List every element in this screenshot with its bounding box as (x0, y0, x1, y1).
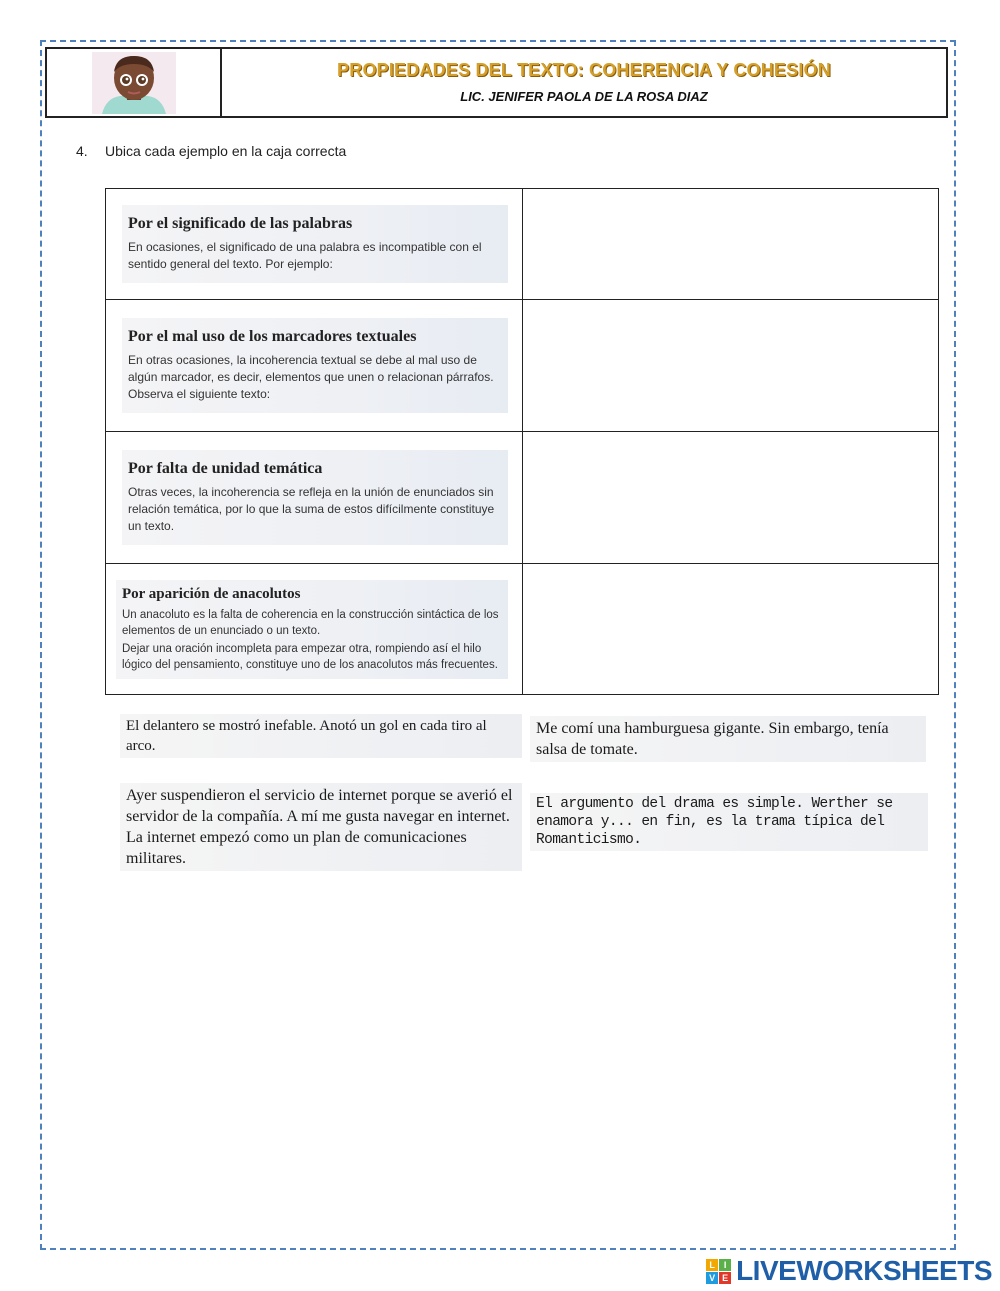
drop-box-1[interactable] (522, 189, 938, 300)
draggable-example-1[interactable] (120, 714, 522, 758)
concept-cell (106, 300, 523, 432)
concept-cell (106, 564, 523, 695)
worksheet-header (45, 47, 948, 118)
page-title: PROPIEDADES DEL TEXTO: COHERENCIA Y COHESIÓN (337, 60, 831, 80)
logo-letter: V (706, 1272, 718, 1284)
concept-text: En otras ocasiones, la incoherencia textual se debe al mal uso de algún marcador, es decir, elementos que unen o relacionan párrafos. Observa el siguiente texto: (128, 353, 494, 401)
logo-letter: E (719, 1272, 731, 1284)
concept-text: Otras veces, la incoherencia se refleja en la unión de enunciados sin relación temática, por lo que la suma de estos difícilmente constituye un texto. (128, 485, 495, 533)
draggable-example-2[interactable] (530, 716, 926, 762)
draggable-example-3[interactable] (120, 783, 522, 871)
concept-text: En ocasiones, el significado de una palabra es incompatible con el sentido general del texto. Por ejemplo: (128, 240, 482, 271)
concept-title: Por falta de unidad temática (128, 460, 323, 477)
concept-card (122, 318, 508, 413)
drop-box-2[interactable] (522, 300, 938, 432)
avatar (47, 49, 222, 116)
concept-card (116, 580, 508, 679)
example-text: El argumento del drama es simple. Werther se enamora y... en fin, es la trama típica del Romanticismo. (536, 796, 893, 848)
drop-box-3[interactable] (522, 432, 938, 564)
matching-table (105, 188, 939, 695)
avatar-icon (92, 52, 176, 114)
concept-cell (106, 432, 523, 564)
table-row (106, 564, 939, 695)
concept-title: Por el significado de las palabras (128, 215, 353, 232)
instruction (76, 143, 346, 159)
concept-text: Un anacoluto es la falta de coherencia en la construcción sintáctica de los elementos de un enunciado o un texto. (122, 608, 499, 637)
author-name: LIC. JENIFER PAOLA DE LA ROSA DIAZ (460, 89, 708, 104)
example-text: El delantero se mostró inefable. Anotó un gol en cada tiro al arco. (126, 718, 487, 754)
concept-card (122, 450, 508, 545)
example-text: Ayer suspendieron el servicio de internet porque se averió el servidor de la compañía. A mí me gusta navegar en internet. La internet empezó como un plan de comunicaciones militares. (126, 787, 513, 867)
concept-title: Por aparición de anacolutos (122, 585, 301, 602)
concept-card (122, 205, 508, 283)
concept-cell (106, 189, 523, 300)
footer-brand (706, 1256, 992, 1286)
draggable-example-4[interactable] (530, 793, 928, 851)
concept-text: Dejar una oración incompleta para empezar otra, rompiendo así el hilo lógico del pensamiento, constituye uno de los anacolutos más frecuentes. (122, 642, 498, 671)
header-title-cell (222, 49, 946, 116)
brand-name: LIVEWORKSHEETS (736, 1255, 992, 1286)
concept-title: Por el mal uso de los marcadores textuales (128, 328, 417, 345)
table-row (106, 189, 939, 300)
table-row (106, 432, 939, 564)
drop-box-4[interactable] (522, 564, 938, 695)
logo-letter: I (719, 1259, 731, 1271)
instruction-number: 4. (76, 143, 88, 159)
table-row (106, 300, 939, 432)
liveworksheets-logo-icon (706, 1259, 731, 1284)
logo-letter: L (706, 1259, 718, 1271)
instruction-text: Ubica cada ejemplo en la caja correcta (105, 143, 347, 159)
example-text: Me comí una hamburguesa gigante. Sin embargo, tenía salsa de tomate. (536, 720, 889, 758)
